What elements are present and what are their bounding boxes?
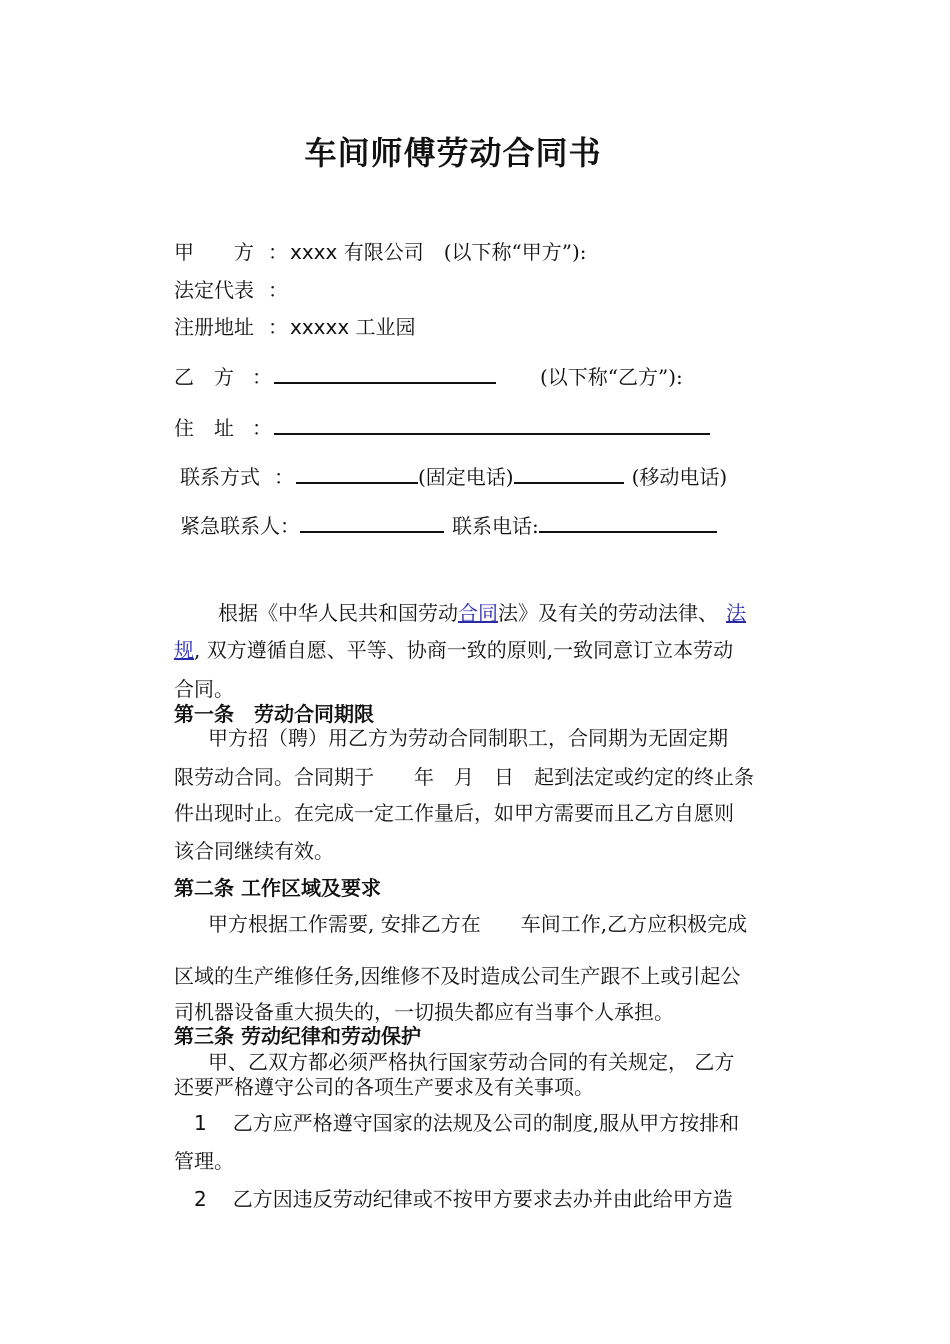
party-a-line bbox=[174, 236, 587, 265]
item-number: 1 bbox=[194, 1111, 207, 1135]
legal-rep-line bbox=[174, 274, 288, 303]
reg-address-label: 注册地址 bbox=[174, 315, 254, 339]
legal-rep-colon: ： bbox=[268, 278, 288, 302]
article-2-line: 司机器设备重大损失的，一切损失都应有当事个人承担。 bbox=[174, 1000, 674, 1024]
address-line bbox=[174, 412, 710, 441]
emergency-line bbox=[180, 510, 717, 539]
emergency-phone-label: 联系电话: bbox=[452, 514, 539, 538]
party-b-line bbox=[174, 361, 683, 390]
contact-line bbox=[180, 461, 727, 490]
emergency-label: 紧急联系人： bbox=[180, 514, 300, 538]
mobile-blank[interactable] bbox=[514, 462, 624, 484]
reg-address-line bbox=[174, 311, 416, 340]
article-3-line: 甲、乙双方都必须严格执行国家劳动合同的有关规定， 乙方 bbox=[208, 1050, 735, 1074]
landline-blank[interactable] bbox=[296, 462, 418, 484]
reg-address-colon: ： bbox=[268, 315, 288, 339]
item-number: 2 bbox=[194, 1187, 207, 1211]
regulation-link[interactable]: 法 bbox=[726, 601, 746, 625]
party-a-colon: ： bbox=[268, 240, 288, 264]
contact-colon: ： bbox=[274, 465, 294, 489]
intro-line-1 bbox=[218, 597, 746, 626]
party-b-alias: (以下称“乙方”): bbox=[540, 365, 683, 389]
emergency-phone-blank[interactable] bbox=[539, 511, 717, 533]
address-blank[interactable] bbox=[274, 413, 710, 435]
landline-label: (固定电话) bbox=[418, 465, 514, 489]
party-b-colon: ： bbox=[252, 365, 272, 389]
article-3-item-1-cont: 管理。 bbox=[174, 1149, 234, 1173]
party-a-label: 甲 方 bbox=[174, 240, 254, 264]
regulation-link-cont[interactable]: 规 bbox=[174, 638, 194, 662]
address-label: 住 址 bbox=[174, 416, 234, 440]
contact-label: 联系方式 bbox=[180, 465, 260, 489]
contract-link[interactable]: 合同 bbox=[458, 601, 498, 625]
article-3-line: 还要严格遵守公司的各项生产要求及有关事项。 bbox=[174, 1075, 594, 1099]
intro-text: 根据《中华人民共和国劳动 bbox=[218, 601, 458, 625]
address-colon: ： bbox=[252, 416, 272, 440]
article-1-line: 限劳动合同。合同期于 年 月 日 起到法定或约定的终止条 bbox=[174, 765, 754, 789]
emergency-contact-blank[interactable] bbox=[300, 511, 444, 533]
article-2-line: 甲方根据工作需要, 安排乙方在 车间工作,乙方应积极完成 bbox=[208, 912, 748, 936]
article-3-item-2 bbox=[194, 1183, 733, 1212]
intro-text: , 双方遵循自愿、平等、协商一致的原则,一致同意订立本劳动 bbox=[194, 638, 734, 662]
article-2-heading: 第二条 工作区域及要求 bbox=[174, 876, 381, 900]
legal-rep-label: 法定代表 bbox=[174, 278, 254, 302]
document-title: 车间师傅劳动合同书 bbox=[304, 134, 602, 172]
article-3-item-1 bbox=[194, 1107, 739, 1136]
mobile-label: (移动电话) bbox=[631, 465, 728, 489]
intro-line-2 bbox=[174, 634, 733, 663]
article-1-line: 该合同继续有效。 bbox=[174, 839, 334, 863]
article-2-line: 区域的生产维修任务,因维修不及时造成公司生产跟不上或引起公 bbox=[174, 964, 741, 988]
article-1-line: 甲方招（聘）用乙方为劳动合同制职工，合同期为无固定期 bbox=[208, 726, 728, 750]
article-1-line: 件出现时止。在完成一定工作量后，如甲方需要而且乙方自愿则 bbox=[174, 801, 734, 825]
party-b-label: 乙 方 bbox=[174, 365, 234, 389]
party-a-name: xxxx 有限公司 bbox=[290, 240, 424, 264]
intro-line-3: 合同。 bbox=[174, 677, 234, 701]
article-1-heading: 第一条 劳动合同期限 bbox=[174, 702, 374, 726]
intro-text: 法》及有关的劳动法律、 bbox=[498, 601, 718, 625]
reg-address-value: xxxxx 工业园 bbox=[290, 315, 416, 339]
article-3-heading: 第三条 劳动纪律和劳动保护 bbox=[174, 1024, 421, 1048]
item-text: 乙方应严格遵守国家的法规及公司的制度,服从甲方按排和 bbox=[232, 1111, 740, 1135]
item-text: 乙方因违反劳动纪律或不按甲方要求去办并由此给甲方造 bbox=[232, 1187, 733, 1211]
party-b-name-blank[interactable] bbox=[274, 362, 496, 384]
party-a-alias: (以下称“甲方”): bbox=[443, 240, 587, 264]
